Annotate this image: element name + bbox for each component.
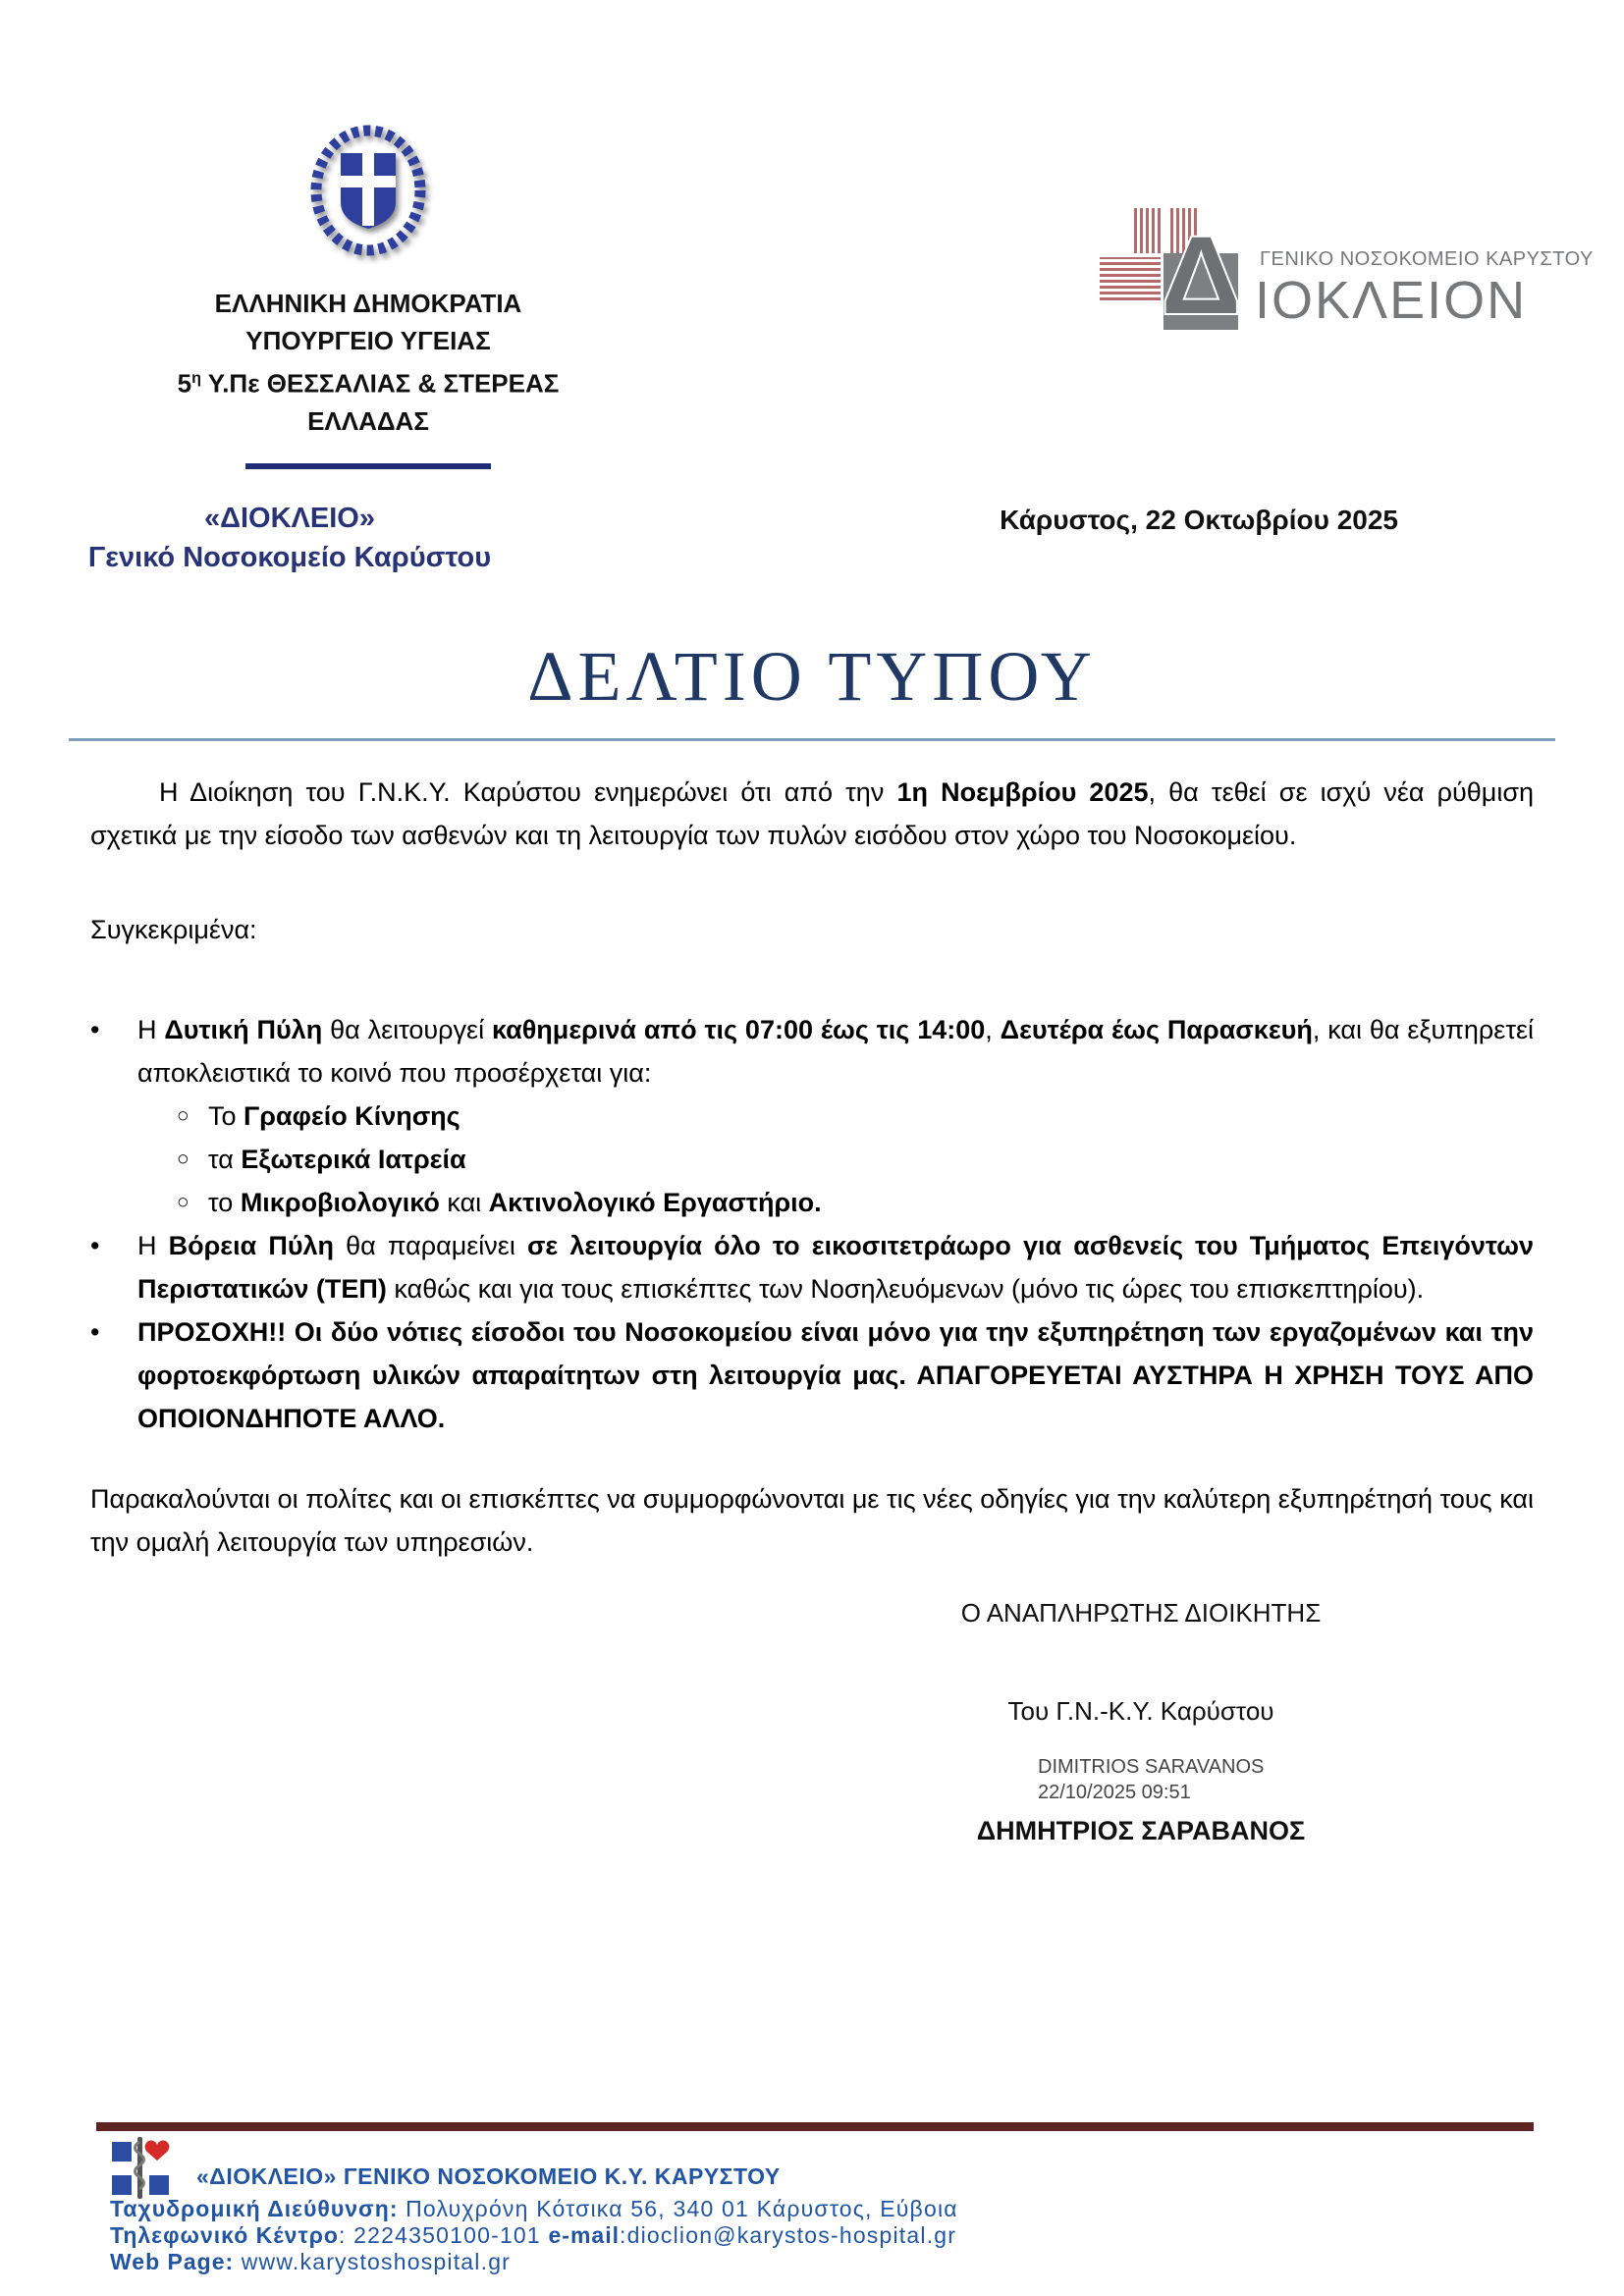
header-divider-line: [245, 463, 491, 469]
bullet-north-gate-text: Η Βόρεια Πύλη θα παραμείνει σε λειτουργία όλο το εικοσιτετράωρο για ασθενείς του Τμήματος Επειγόντων Περιστατικών (ΤΕΠ) καθώς και για τους επισκέπτες των Νοσηλευόμενων (μόνο τις ώρες του επισκεπτηρίου).: [137, 1231, 1534, 1304]
bullet-marker: •: [90, 1015, 100, 1044]
title-underline: [69, 738, 1555, 741]
intro-paragraph: Η Διοίκηση του Γ.Ν.Κ.Υ. Καρύστου ενημερώνει ότι από την 1η Νοεμβρίου 2025, θα τεθεί σε ισχύ νέα ρύθμιση σχετικά με την είσοδο των ασθενών και τη λειτουργία των πυλών εισόδου στον χώρο του Νοσοκομείου.: [90, 777, 1534, 850]
digital-signature-stamp: [1038, 1754, 1416, 1805]
greek-coat-of-arms-icon: [308, 116, 428, 271]
sub-bullet-outpatient-clinics: [177, 1138, 1534, 1181]
dioclion-hospital-logo: [1095, 201, 1594, 339]
bullet-text: [137, 1008, 1534, 1224]
sub-bullet-text: το Μικροβιολογικό και Ακτινολογικό Εργαστήριο.: [208, 1188, 822, 1217]
footer-separator-bar: [96, 2122, 1534, 2131]
bullet-attention-text: ΠΡΟΣΟΧΗ!! Οι δύο νότιες είσοδοι του Νοσοκομείου είναι μόνο για την εξυπηρέτηση των εργαζομένων και την φορτοεκφόρτωση υλικών απαραίτητων στη λειτουργία μας. ΑΠΑΓΟΡΕΥΕΤΑΙ ΑΥΣΤΗΡΑ Η ΧΡΗΣΗ ΤΟΥΣ ΑΠΟ ΟΠΟΙΟΝΔΗΠΟΤΕ ΑΛΛΟ.: [137, 1317, 1534, 1433]
logo-brand-text: ΙΟΚΛΕΙΟΝ: [1255, 271, 1528, 330]
sub-bullet-text: τα Εξωτερικά Ιατρεία: [208, 1145, 466, 1174]
logo-cross-left-stripe: [1100, 257, 1161, 300]
signature-name: ΔΗΜΗΤΡΙΟΣ ΣΑΡΑΒΑΝΟΣ: [976, 1816, 1306, 1845]
bullet-north-gate: [90, 1224, 1534, 1310]
signature-role: Ο ΑΝΑΠΛΗΡΩΤΗΣ ΔΙΟΙΚΗΤΗΣ: [960, 1598, 1322, 1628]
footer-caduceus-icon: [110, 2136, 177, 2201]
logo-caption-text: ΓΕΝΙΚΟ ΝΟΣΟΚΟΜΕΙΟ ΚΑΡΥΣΤΟΥ: [1260, 248, 1594, 270]
sub-bullet-labs: [177, 1181, 1534, 1224]
footer-webpage-line: Web Page: www.karystoshospital.gr: [110, 2249, 512, 2274]
sub-bullet-marker: ○: [177, 1104, 189, 1127]
bullet-west-gate-text: Η Δυτική Πύλη θα λειτουργεί καθημερινά από τις 07:00 έως τις 14:00, Δευτέρα έως Παρασκευή, και θα εξυπηρετεί αποκλειστικά το κοινό που προσέρχεται για:: [137, 1015, 1535, 1088]
sub-bullet-marker: ○: [177, 1148, 189, 1170]
sub-bullet-traffic-office: [177, 1095, 1534, 1138]
gov-line-ministry: ΥΠΟΥΡΓΕΙΟ ΥΓΕΙΑΣ: [245, 326, 491, 355]
page-title: ΔΕΛΤΙΟ ΤΥΠΟΥ: [527, 637, 1097, 716]
logo-cross-top-stripe-1: [1134, 208, 1164, 253]
footer-phone-email-line: Τηλεφωνικό Κέντρο: 2224350100-101 e-mail:dioclion@karystos-hospital.gr: [110, 2222, 957, 2248]
bullet-marker: •: [90, 1317, 100, 1347]
specifically-line: Συγκεκριμένα:: [90, 915, 257, 944]
signature-block: [866, 1591, 1416, 1852]
stamp-name: DIMITRIOS SARAVANOS: [1038, 1756, 1265, 1778]
bullet-list: [90, 1008, 1534, 1440]
government-header-block: [157, 116, 579, 469]
hospital-name-full: Γενικό Νοσοκομείο Καρύστου: [87, 542, 492, 573]
sub-bullet-text: Το Γραφείο Κίνησης: [208, 1101, 460, 1131]
sub-bullet-marker: ○: [177, 1191, 189, 1213]
gov-line-region: $5^\eta$ Υ.Πε ΘΕΣΣΑΛΙΑΣ & ΣΤΕΡΕΑΣ ΕΛΛΑΔΑΣ: [177, 368, 560, 436]
closing-paragraph: Παρακαλούνται οι πολίτες και οι επισκέπτες να συμμορφώνονται με τις νέες οδηγίες για την καλύτερη εξυπηρέτησή τους και την ομαλή λειτουργία των υπηρεσιών.: [90, 1484, 1534, 1557]
gov-line-republic: ΕΛΛΗΝΙΚΗ ΔΗΜΟΚΡΑΤΙΑ: [214, 289, 522, 318]
footer-address-line: Ταχυδρομική Διεύθυνση: Πολυχρόνη Κότσικα 56, 340 01 Κάρυστος, Εύβοια: [110, 2196, 958, 2221]
bullet-marker: •: [90, 1231, 100, 1260]
signature-org: Του Γ.Ν.-Κ.Υ. Καρύστου: [1007, 1696, 1274, 1726]
stamp-datetime: 22/10/2025 09:51: [1038, 1782, 1191, 1803]
hospital-name-block: [79, 499, 501, 577]
bullet-attention: [90, 1310, 1534, 1440]
footer-org-name: «ΔΙΟΚΛΕΙΟ» ΓΕΝΙΚΟ ΝΟΣΟΚΟΜΕΙΟ Κ.Υ. ΚΑΡΥΣΤΟΥ: [196, 2163, 781, 2189]
document-body: [90, 771, 1534, 1852]
logo-delta-letter: Δ: [1162, 214, 1241, 337]
bullet-west-gate: [90, 1008, 1534, 1224]
hospital-name-quoted: «ΔΙΟΚΛΕΙΟ»: [204, 503, 375, 534]
dateline: Κάρυστος, 22 Οκτωβρίου 2025: [1000, 505, 1398, 535]
